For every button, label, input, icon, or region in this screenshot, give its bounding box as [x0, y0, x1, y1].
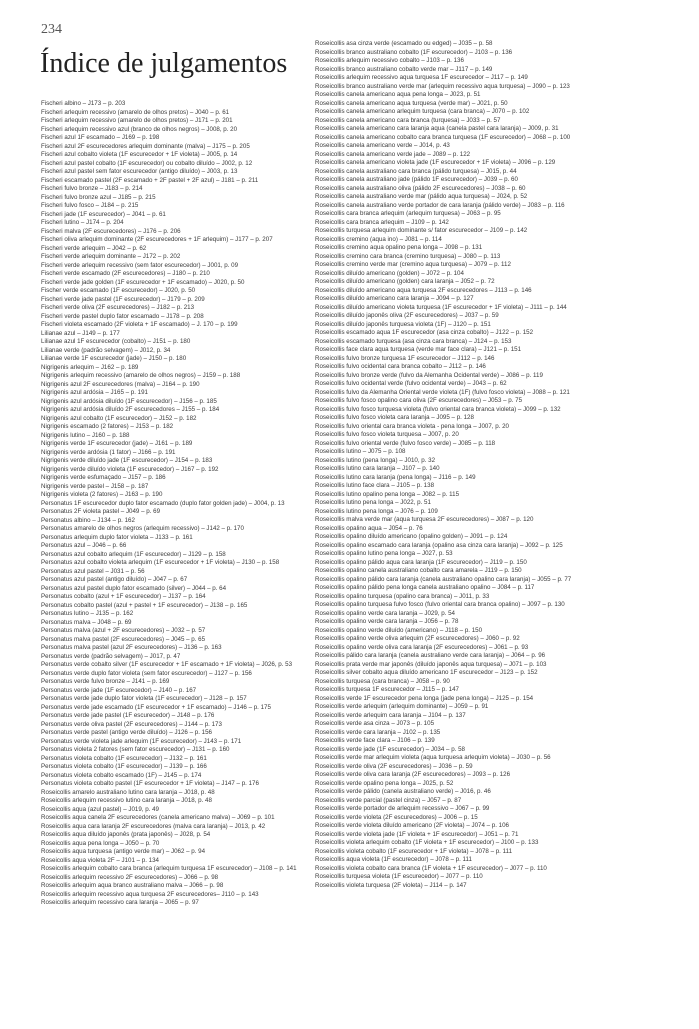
index-entry: Personatus verde jade escamado (1F escurecedor + 1F escamado) – J146 – p. 175	[41, 703, 271, 711]
index-entry: Roseicollis verde face clara – J106 – p. 139	[315, 737, 435, 744]
index-entry: Personatus violeta cobalto escamado (1F) – J145 – p. 174	[41, 771, 202, 779]
index-entry: Personatus verde oliva pastel (2F escurecedores) – J144 – p. 173	[41, 720, 222, 728]
index-entry: Roseicollis fulvo ocidental cara branca cobalto – J112 – p. 146	[315, 363, 486, 370]
index-entry: Personatus verde cobalto silver (1F escurecedor + 1F escamado + 1F violeta) – J026, p. 53	[41, 661, 293, 668]
index-entry: Fischeri azul 2F escurecedores arlequim dominante (malva) – J175 – p. 205	[41, 142, 250, 150]
index-entry: Roseicollis arlequim cobalto cara branca (arlequim turquesa 1F escurecedor) – J108 – p. 141	[41, 865, 297, 872]
index-entry: Roseicollis canela australiano cara branca (pálido turquesa) – J015, p. 44	[315, 167, 517, 175]
index-entry: Roseicollis cremino cara branca (cremino turquesa) – J080 – p. 113	[315, 252, 501, 260]
index-entry: Roseicollis lutino cara laranja – J107 – p. 140	[315, 465, 440, 472]
index-entry: Roseicollis opalino verde diluído (americano) – J118 – p. 150	[315, 626, 483, 634]
index-entry: Roseicollis violeta cobalto cara branca (1F violeta + 1F escurecedor) – J077 – p. 110	[315, 864, 547, 872]
index-entry: Roseicollis canela americano violeta jade (1F escurecedor + 1F violeta) – J096 – p. 129	[315, 159, 556, 166]
index-entry: Fischeri lutino – J174 – p. 204	[41, 219, 124, 226]
index-entry: Roseicollis canela americano verde jade – J089 – p. 122	[315, 150, 471, 158]
index-entry: Roseicollis violeta arlequim cobalto (1F violeta + 1F escurecedor) – J100 – p. 133	[315, 839, 539, 846]
index-entry: Roseicollis verde parcial (pastel cinza) – J057 – p. 87	[315, 796, 462, 804]
index-entry: Personatus amarelo de olhos negros (arlequim recessivo) – J142 – p. 170	[41, 525, 244, 532]
index-entry: Roseicollis arlequim recessivo cara laranja – J065 – p. 97	[41, 899, 199, 906]
index-entry: Nigrigenis azul cobalto (1F escurecedor) – J152 – p. 182	[41, 414, 197, 422]
index-entry: Roseicollis cremino verde mar (cremino aqua turquesa) – J079 – p. 112	[315, 261, 511, 268]
index-entry: Roseicollis turquesa arlequim dominante s/ fator escurecedor – J109 – p. 142	[315, 227, 528, 234]
index-entry: Personatus malva (azul + 2F escurecedores) – J032 – p. 57	[41, 627, 206, 634]
index-entry: Roseicollis opalino escamado cara laranja (opalino asa cinza cara laranja) – J092 – p. 125	[315, 541, 563, 549]
index-entry: Roseicollis opalino verde oliva cara laranja (2F escurecedores) – J061 – p. 93	[315, 643, 529, 651]
index-column-right	[315, 40, 660, 890]
index-entry: Roseicollis face clara aqua turquesa (verde mar face clara) – J121 – p. 151	[315, 346, 522, 353]
index-entry: Fischeri violeta escamado (2F violeta + 1F escamado) – J. 170 – p. 199	[41, 321, 238, 328]
index-entry: Fischeri verde escamado (2F escurecedores) – J180 – p. 210	[41, 270, 210, 277]
index-entry: Personatus malva – J048 – p. 69	[41, 618, 132, 626]
index-entry: Roseicollis canela australiano verde mar (pálido aqua turquesa) – J024, p. 52	[315, 193, 528, 200]
index-entry: Roseicollis aqua diluído japonês (prata japonês) – J028, p. 54	[41, 831, 211, 838]
index-entry: Fischeri verde jade pastel (1F escurecedor) – J179 – p. 209	[41, 295, 205, 303]
index-entry: Fischeri arlequim recessivo azul (branco de olhos negros) – J008, p. 20	[41, 125, 238, 133]
index-entry: Roseicollis diluído japonês oliva (2F escurecedores) – J037 – p. 59	[315, 312, 499, 319]
index-entry: Roseicollis fulvo ocidental verde (fulvo ocidental verde) – J043 – p. 62	[315, 380, 507, 387]
index-entry: Roseicollis aqua violeta 2F – J101 – p. 134	[41, 856, 159, 864]
index-entry: Roseicollis verde cara laranja – J102 – p. 135	[315, 728, 441, 736]
index-entry: Fischeri azul pastel cobalto (1F escurecedor) ou cobalto diluído – J002, p. 12	[41, 159, 253, 167]
index-entry: Roseicollis diluído americano (golden) cara laranja – J052 – p. 72	[315, 278, 495, 285]
index-entry: Roseicollis verde violeta jade (1F violeta + 1F escurecedor) – J051 – p. 71	[315, 830, 519, 838]
index-entry: Roseicollis violeta cobalto (1F escurecedor + 1F violeta) – J078 – p. 111	[315, 847, 513, 855]
index-entry: Roseicollis opalino verde cara laranja – J029, p. 54	[315, 609, 455, 617]
index-entry: Lilianae verde (padrão selvagem) – J012, p. 34	[41, 346, 171, 354]
index-entry: Roseicollis opalino turquesa fulvo fosco (fulvo oriental cara branca opalino) – J097 – p. 130	[315, 601, 565, 608]
index-entry: Fischeri albino – J173 – p. 203	[41, 100, 126, 107]
index-entry: Nigrigenis verde esfumaçado – J157 – p. 186	[41, 474, 166, 481]
index-entry: Personatus verde (padrão selvagem) – J017, p. 47	[41, 652, 181, 660]
index-entry: Personatus verde fulvo bronze – J141 – p. 169	[41, 678, 170, 685]
index-entry: Roseicollis opalino verde cara laranja – J056 – p. 78	[315, 618, 459, 625]
index-entry: Roseicollis arlequim recessivo aqua turquesa 2F escurecedores– J110 – p. 143	[41, 890, 259, 898]
index-entry: Personatus malva pastel (azul 2F escurecedores) – J136 – p. 163	[41, 644, 222, 651]
index-entry: Fischeri escamado pastel (2F escamado + 2F pastel + 2F azul) – J181 – p. 211	[41, 176, 259, 184]
index-entry: Nigrigenis lutino – J160 – p. 188	[41, 431, 130, 439]
index-entry: Roseicollis diluído americano violeta turquesa (1F escurecedor + 1F violeta) – J111 – p. 144	[315, 303, 567, 311]
index-entry: Roseicollis verde 1F escurecedor pena longa (jade pena longa) – J125 – p. 154	[315, 694, 534, 702]
index-entry: Roseicollis escamado turquesa (asa cinza cara branca) – J124 – p. 153	[315, 337, 512, 345]
index-entry: Personatus violeta cobalto pastel (1F escurecedor + 1F violeta) – J147 – p. 176	[41, 780, 259, 787]
index-entry: Roseicollis fulvo bronze turquesa 1F escurecedor – J112 – p. 146	[315, 354, 495, 362]
index-entry: Roseicollis canela australiano verde portador de cara laranja (pálido verde) – J083 – p. 116	[315, 201, 565, 209]
index-entry: Personatus cobalto (azul + 1F escurecedor) – J137 – p. 164	[41, 593, 206, 600]
index-entry: Fischeri verde jade golden (1F escurecedor + 1F escamado) – J020, p. 50	[41, 278, 245, 286]
index-entry: Personatus 1F escurecedor duplo fator escamado (duplo fator golden jade) – J004, p. 13	[41, 499, 285, 507]
index-entry: Roseicollis verde violeta (2F escurecedores) – J006 – p. 15	[315, 813, 478, 821]
index-entry: Roseicollis turquesa (cara branca) – J058 – p. 90	[315, 677, 450, 685]
index-entry: Nigrigenis verde 1F escurecedor (jade) – J161 – p. 189	[41, 440, 193, 447]
index-entry: Roseicollis lutino (pena longa) – J010, p. 32	[315, 456, 436, 464]
index-entry: Roseicollis turquesa violeta (1F escurecedor) – J077 – p. 110	[315, 873, 483, 880]
index-entry: Roseicollis verde arlequim (arlequim dominante) – J059 – p. 91	[315, 703, 489, 710]
index-entry: Roseicollis lutino – J075 – p. 108	[315, 448, 406, 455]
index-entry: Roseicollis canela australiano jade (pálido 1F escurecedor) – J039 – p. 60	[315, 176, 518, 183]
index-entry: Roseicollis opalino turquesa (opalino cara branca) – J011, p. 33	[315, 592, 490, 600]
index-entry: Personatus azul – J046 – p. 66	[41, 542, 127, 549]
index-entry: Nigrigenis verde ardósia (1 fator) – J166 – p. 191	[41, 448, 176, 456]
index-entry: Roseicollis diluído japonês turquesa violeta (1F) – J120 – p. 151	[315, 320, 491, 328]
index-entry: Roseicollis arlequim aqua branco australiano malva – J066 – p. 98	[41, 882, 224, 889]
index-entry: Roseicollis aqua cara laranja 2F escurecedores (malva cara laranja) – J013, p. 42	[41, 822, 266, 830]
index-entry: Roseicollis silver cobalto aqua diluído americano 1F escurecedor – J123 – p. 152	[315, 669, 538, 676]
index-entry: Nigrigenis verde diluído violeta (1F escurecedor) – J167 – p. 192	[41, 465, 219, 473]
index-entry: Personatus azul pastel (antigo diluído) – J047 – p. 67	[41, 576, 188, 583]
index-entry: Roseicollis fulvo oriental cara branca violeta - pena longa – J007, p. 20	[315, 422, 509, 430]
index-entry: Roseicollis diluído americano aqua turquesa 2F escurecedores – J113 – p. 146	[315, 286, 532, 294]
index-entry: Roseicollis aqua canela 2F escurecedores (canela americano malva) – J069 – p. 101	[41, 814, 275, 821]
index-entry: Roseicollis opalino pálido cara laranja (canela australiano opalino cara laranja) – J055 – p. 77	[315, 575, 572, 583]
index-entry: Nigrigenis azul ardósia diluído 2F escurecedores – J155 – p. 184	[41, 406, 220, 413]
index-entry: Nigrigenis azul ardósia diluído (1F escurecedor) – J156 – p. 185	[41, 397, 217, 405]
index-entry: Roseicollis verde oliva cara laranja (2F escurecedores) – J093 – p. 126	[315, 771, 511, 778]
index-entry: Personatus azul cobalto arlequim (1F escurecedor) – J129 – p. 158	[41, 550, 226, 558]
index-entry: Nigrigenis verde pastel – J158 – p. 187	[41, 482, 149, 490]
index-entry: Roseicollis verde portador de arlequim recessivo – J067 – p. 99	[315, 805, 490, 812]
index-entry: Roseicollis verde jade (1F escurecedor) – J034 – p. 58	[315, 745, 465, 753]
index-entry: Fischeri fulvo fosco – J184 – p. 215	[41, 202, 139, 209]
index-entry: Roseicollis diluído americano (golden) – J072 – p. 104	[315, 269, 464, 277]
index-entry: Fischeri verde arlequim recessivo (sem fator escurecedor) – J001, p. 09	[41, 261, 239, 269]
index-entry: Lilianae azul 1F escurecedor (cobalto) – J151 – p. 180	[41, 338, 191, 345]
index-entry: Personatus verde jade (1F escurecedor) – J140 – p. 167	[41, 686, 197, 694]
index-entry: Personatus arlequim duplo fator violeta – J133 – p. 161	[41, 533, 193, 541]
index-entry: Roseicollis branco australiano verde mar (arlequim recessivo aqua turquesa) – J090 – p. 123	[315, 82, 570, 90]
index-entry: Personatus verde jade duplo fator violeta (1F escurecedor) – J128 – p. 157	[41, 695, 247, 702]
index-entry: Roseicollis opalino canela australiano cobalto cara amarela – J119 – p. 150	[315, 567, 522, 574]
index-entry: Roseicollis canela americano cara branca (turquesa) – J033 – p. 57	[315, 116, 501, 124]
index-entry: Fischeri fulvo bronze – J183 – p. 214	[41, 185, 143, 192]
index-entry: Roseicollis opalino diluído americano (opalino golden) – J091 – p. 124	[315, 533, 508, 540]
index-entry: Roseicollis cremino aqua opalino pena longa – J098 – p. 131	[315, 244, 483, 251]
index-entry: Personatus cobalto pastel (azul + pastel + 1F escurecedor) – J138 – p. 165	[41, 601, 248, 609]
index-entry: Personatus violeta cobalto (1F escurecedor) – J132 – p. 161	[41, 754, 207, 762]
index-entry: Personatus azul pastel – J031 – p. 56	[41, 567, 145, 575]
index-entry: Roseicollis pálido cara laranja (canela australiano verde cara laranja) – J064 – p. 96	[315, 652, 546, 659]
index-entry: Roseicollis arlequim recessivo cobalto – J103 – p. 136	[315, 57, 464, 64]
index-entry: Roseicollis lutino face clara – J105 – p. 138	[315, 482, 435, 489]
index-entry: Roseicollis arlequim recessivo lutino cara laranja – J018, p. 48	[41, 797, 212, 804]
index-entry: Roseicollis cremino (aqua ino) – J081 – p. 114	[315, 235, 442, 243]
index-entry: Lilianae azul – J149 – p. 177	[41, 329, 120, 337]
index-entry: Roseicollis turquesa 1F escurecedor – J115 – p. 147	[315, 686, 459, 693]
index-entry: Roseicollis fulvo da Alemanha Oriental verde violeta (1F) (fulvo fosco violeta) – J088 – p. 121	[315, 388, 570, 396]
index-entry: Personatus verde jade pastel (1F escurecedor) – J148 – p. 176	[41, 712, 215, 719]
index-entry: Roseicollis violeta turquesa (2F violeta) – J114 – p. 147	[315, 881, 467, 889]
index-entry: Roseicollis aqua turquesa (antigo verde mar) – J062 – p. 94	[41, 848, 206, 855]
index-entry: Roseicollis fulvo bronze verde (fulvo da Alemanha Ocidental verde) – J086 – p. 119	[315, 371, 543, 379]
index-entry: Roseicollis verde asa cinza – J073 – p. 105	[315, 720, 435, 727]
index-entry: Roseicollis malva verde mar (aqua turquesa 2F escurecedores) – J087 – p. 120	[315, 516, 534, 523]
index-entry: Fischeri verde arlequim – J042 – p. 62	[41, 244, 147, 252]
index-entry: Roseicollis asa cinza verde (escamado ou edged) – J035 – p. 58	[315, 40, 493, 47]
page-title: Índice de julgamentos	[40, 48, 288, 79]
index-entry: Roseicollis canela americano verde – J014, p. 43	[315, 142, 450, 149]
index-entry: Personatus 2F violeta pastel – J049 – p. 69	[41, 508, 161, 515]
index-entry: Roseicollis opalino pálido aqua cara laranja (1F escurecedor) – J119 – p. 150	[315, 558, 527, 566]
index-entry: Roseicollis opalino verde oliva arlequim (2F escurecedores) – J060 – p. 92	[315, 635, 520, 642]
index-entry: Fischeri jade (1F escurecedor) – J041 – p. 61	[41, 210, 166, 218]
index-entry: Personatus lutino – J135 – p. 162	[41, 610, 134, 617]
index-entry: Nigrigenis arlequim recessivo (amarelo de olhos negros) – J159 – p. 188	[41, 372, 241, 379]
index-entry: Roseicollis verde oliva (2F escurecedores) – J036 – p. 59	[315, 762, 473, 770]
index-entry: Personatus albino – J134 – p. 162	[41, 516, 135, 524]
index-entry: Nigrigenis azul 2F escurecedores (malva) – J164 – p. 190	[41, 380, 200, 388]
index-entry: Roseicollis canela americano cara laranja aqua (canela pastel cara laranja) – J009, p. 31	[315, 125, 559, 132]
index-entry: Fischeri verde oliva (2F escurecedores) – J182 – p. 213	[41, 304, 195, 311]
index-entry: Roseicollis fulvo fosco opalino cara oliva (2F escurecedores) – J053 – p. 75	[315, 397, 523, 404]
index-entry: Personatus verde violeta jade arlequim (1F escurecedor) – J143 – p. 171	[41, 737, 242, 745]
index-entry: Fischeri verde pastel duplo fator escamado – J178 – p. 208	[41, 312, 204, 320]
index-entry: Roseicollis verde opalino pena longa – J025, p. 52	[315, 779, 454, 787]
index-entry: Roseicollis cara branca arlequim (arlequim turquesa) – J063 – p. 95	[315, 210, 501, 217]
index-entry: Roseicollis opalino pálido pena longa canela australiano opalino – J084 – p. 117	[315, 584, 535, 591]
index-entry: Fischeri arlequim recessivo (amarelo de olhos pretos) – J171 – p. 201	[41, 117, 233, 124]
index-entry: Fischeri arlequim recessivo (amarelo de olhos pretos) – J040 – p. 61	[41, 108, 230, 116]
index-entry: Roseicollis lutino opalino pena longa – J082 – p. 115	[315, 490, 460, 498]
index-entry: Roseicollis arlequim recessivo aqua turquesa 1F escurecedor – J117 – p. 149	[315, 74, 528, 81]
index-entry: Roseicollis diluído americano cara laranja – J094 – p. 127	[315, 295, 474, 302]
index-entry: Personatus violeta cobalto (1F escurecedor) – J139 – p. 166	[41, 763, 207, 770]
index-entry: Fischeri malva (2F escurecedores) – J176 – p. 206	[41, 227, 181, 235]
index-entry: Fischer verde escamado (1F escurecedor) – J020, p. 50	[41, 287, 196, 294]
index-entry: Personatus verde pastel (antigo verde diluído) – J126 – p. 156	[41, 729, 212, 736]
index-entry: Roseicollis fulvo fosco violeta turquesa – J007, p. 20	[315, 431, 459, 438]
index-entry: Fischeri fulvo bronze azul – J185 – p. 215	[41, 193, 156, 201]
index-entry: Roseicollis lutino pena longa – J022, p. 51	[315, 499, 431, 506]
index-entry: Roseicollis aqua pena longa – J050 – p. 70	[41, 839, 160, 847]
index-entry: Lilianae verde 1F escurecedor (jade) – J150 – p. 180	[41, 355, 187, 362]
index-entry: Nigrigenis verde diluído jade (1F escurecedor) – J154 – p. 183	[41, 457, 213, 464]
index-entry: Roseicollis aqua (azul pastel) – J019, p. 49	[41, 805, 159, 813]
index-entry: Roseicollis verde arlequim cara laranja – J104 – p. 137	[315, 711, 466, 719]
index-column-left	[41, 100, 306, 908]
index-entry: Roseicollis canela americano aqua pena longa – J023, p. 51	[315, 91, 481, 98]
index-entry: Roseicollis canela americano aqua turquesa (verde mar) – J021, p. 50	[315, 99, 508, 107]
index-entry: Roseicollis canela australiano oliva (pálido 2F escurecedores) – J038 – p. 60	[315, 184, 526, 192]
index-entry: Fischeri azul 1F escamado – J169 – p. 198	[41, 134, 160, 141]
index-entry: Roseicollis opalino aqua – J054 – p. 76	[315, 524, 423, 532]
index-entry: Roseicollis lutino cara laranja (pena longa) – J116 – p. 149	[315, 473, 476, 481]
index-entry: Fischeri azul cobalto violeta (1F escurecedor + 1F violeta) – J005, p. 14	[41, 151, 238, 158]
index-entry: Personatus violeta 2 fatores (sem fator escurecedor) – J131 – p. 160	[41, 746, 230, 753]
index-entry: Nigrigenis arlequim – J162 – p. 189	[41, 363, 139, 371]
index-entry: Roseicollis verde violeta diluído americano (2F violeta) – J074 – p. 106	[315, 822, 509, 829]
index-entry: Personatus verde duplo fator violeta (sem fator escurecedor) – J127 – p. 156	[41, 669, 252, 677]
index-entry: Nigrigenis azul ardósia – J165 – p. 191	[41, 389, 148, 396]
index-entry: Roseicollis opalino lutino pena longa – J027, p. 53	[315, 550, 453, 557]
index-entry: Roseicollis fulvo fosco turquesa violeta (fulvo oriental cara branca violeta) – J099 – p. 132	[315, 405, 561, 413]
index-entry: Fischeri azul pastel sem fator escurecedor (antigo diluído) – J003, p. 13	[41, 168, 238, 175]
index-entry: Roseicollis branco australiano cobalto (1F escurecedor) – J103 – p. 136	[315, 48, 513, 56]
index-entry: Roseicollis cara branca arlequim – J109 – p. 142	[315, 218, 449, 226]
index-entry: Fischeri oliva arlequim dominante (2F escurecedores + 1F arlequim) – J177 – p. 207	[41, 236, 273, 243]
index-entry: Roseicollis lutino pena longa – J076 – p. 109	[315, 507, 438, 515]
page-number: 234	[41, 22, 62, 37]
index-entry: Roseicollis arlequim recessivo 2F escurecedores) – J066 – p. 98	[41, 873, 219, 881]
index-entry: Roseicollis verde mar arlequim violeta (aqua turquesa arlequim violeta) – J030 – p. 56	[315, 754, 551, 761]
index-entry: Roseicollis fulvo oriental verde (fulvo fosco verde) – J085 – p. 118	[315, 439, 496, 447]
index-entry: Roseicollis verde pálido (canela australiano verde) – J016, p. 46	[315, 788, 491, 795]
index-entry: Nigrigenis violeta (2 fatores) – J163 – p. 190	[41, 491, 163, 498]
index-entry: Roseicollis canela americano cobalto cara branca turquesa (1F escurecedor) – J068 – p. 100	[315, 133, 571, 141]
index-entry: Fischeri verde arlequim dominante – J172 – p. 202	[41, 253, 181, 260]
index-entry: Personatus azul pastel duplo fator escamado (silver) – J044 – p. 64	[41, 584, 227, 592]
index-entry: Roseicollis prata verde mar japonês (diluído japonês aqua turquesa) – J071 – p. 103	[315, 660, 547, 668]
index-entry: Roseicollis amarelo australiano lutino cara laranja – J018, p. 48	[41, 788, 215, 796]
index-entry: Personatus azul cobalto violeta arlequim (1F escurecedor + 1F violeta) – J130 – p. 158	[41, 559, 280, 566]
index-entry: Roseicollis canela americano arlequim turquesa (cara branca) – J070 – p. 102	[315, 108, 530, 115]
index-entry: Roseicollis branco australiano cobalto verde mar – J117 – p. 149	[315, 65, 493, 73]
index-entry: Nigrigenis escamado (2 fatores) – J153 – p. 182	[41, 423, 174, 430]
index-entry: Roseicollis aqua violeta (1F escurecedor) – J078 – p. 111	[315, 856, 472, 863]
index-entry: Personatus malva pastel (2F escurecedores) – J045 – p. 65	[41, 635, 206, 643]
index-entry: Roseicollis escamado aqua 1F escurecedor (asa cinza cobalto) – J122 – p. 152	[315, 329, 534, 336]
index-entry: Roseicollis fulvo fosco violeta cara laranja – J095 – p. 128	[315, 414, 474, 421]
